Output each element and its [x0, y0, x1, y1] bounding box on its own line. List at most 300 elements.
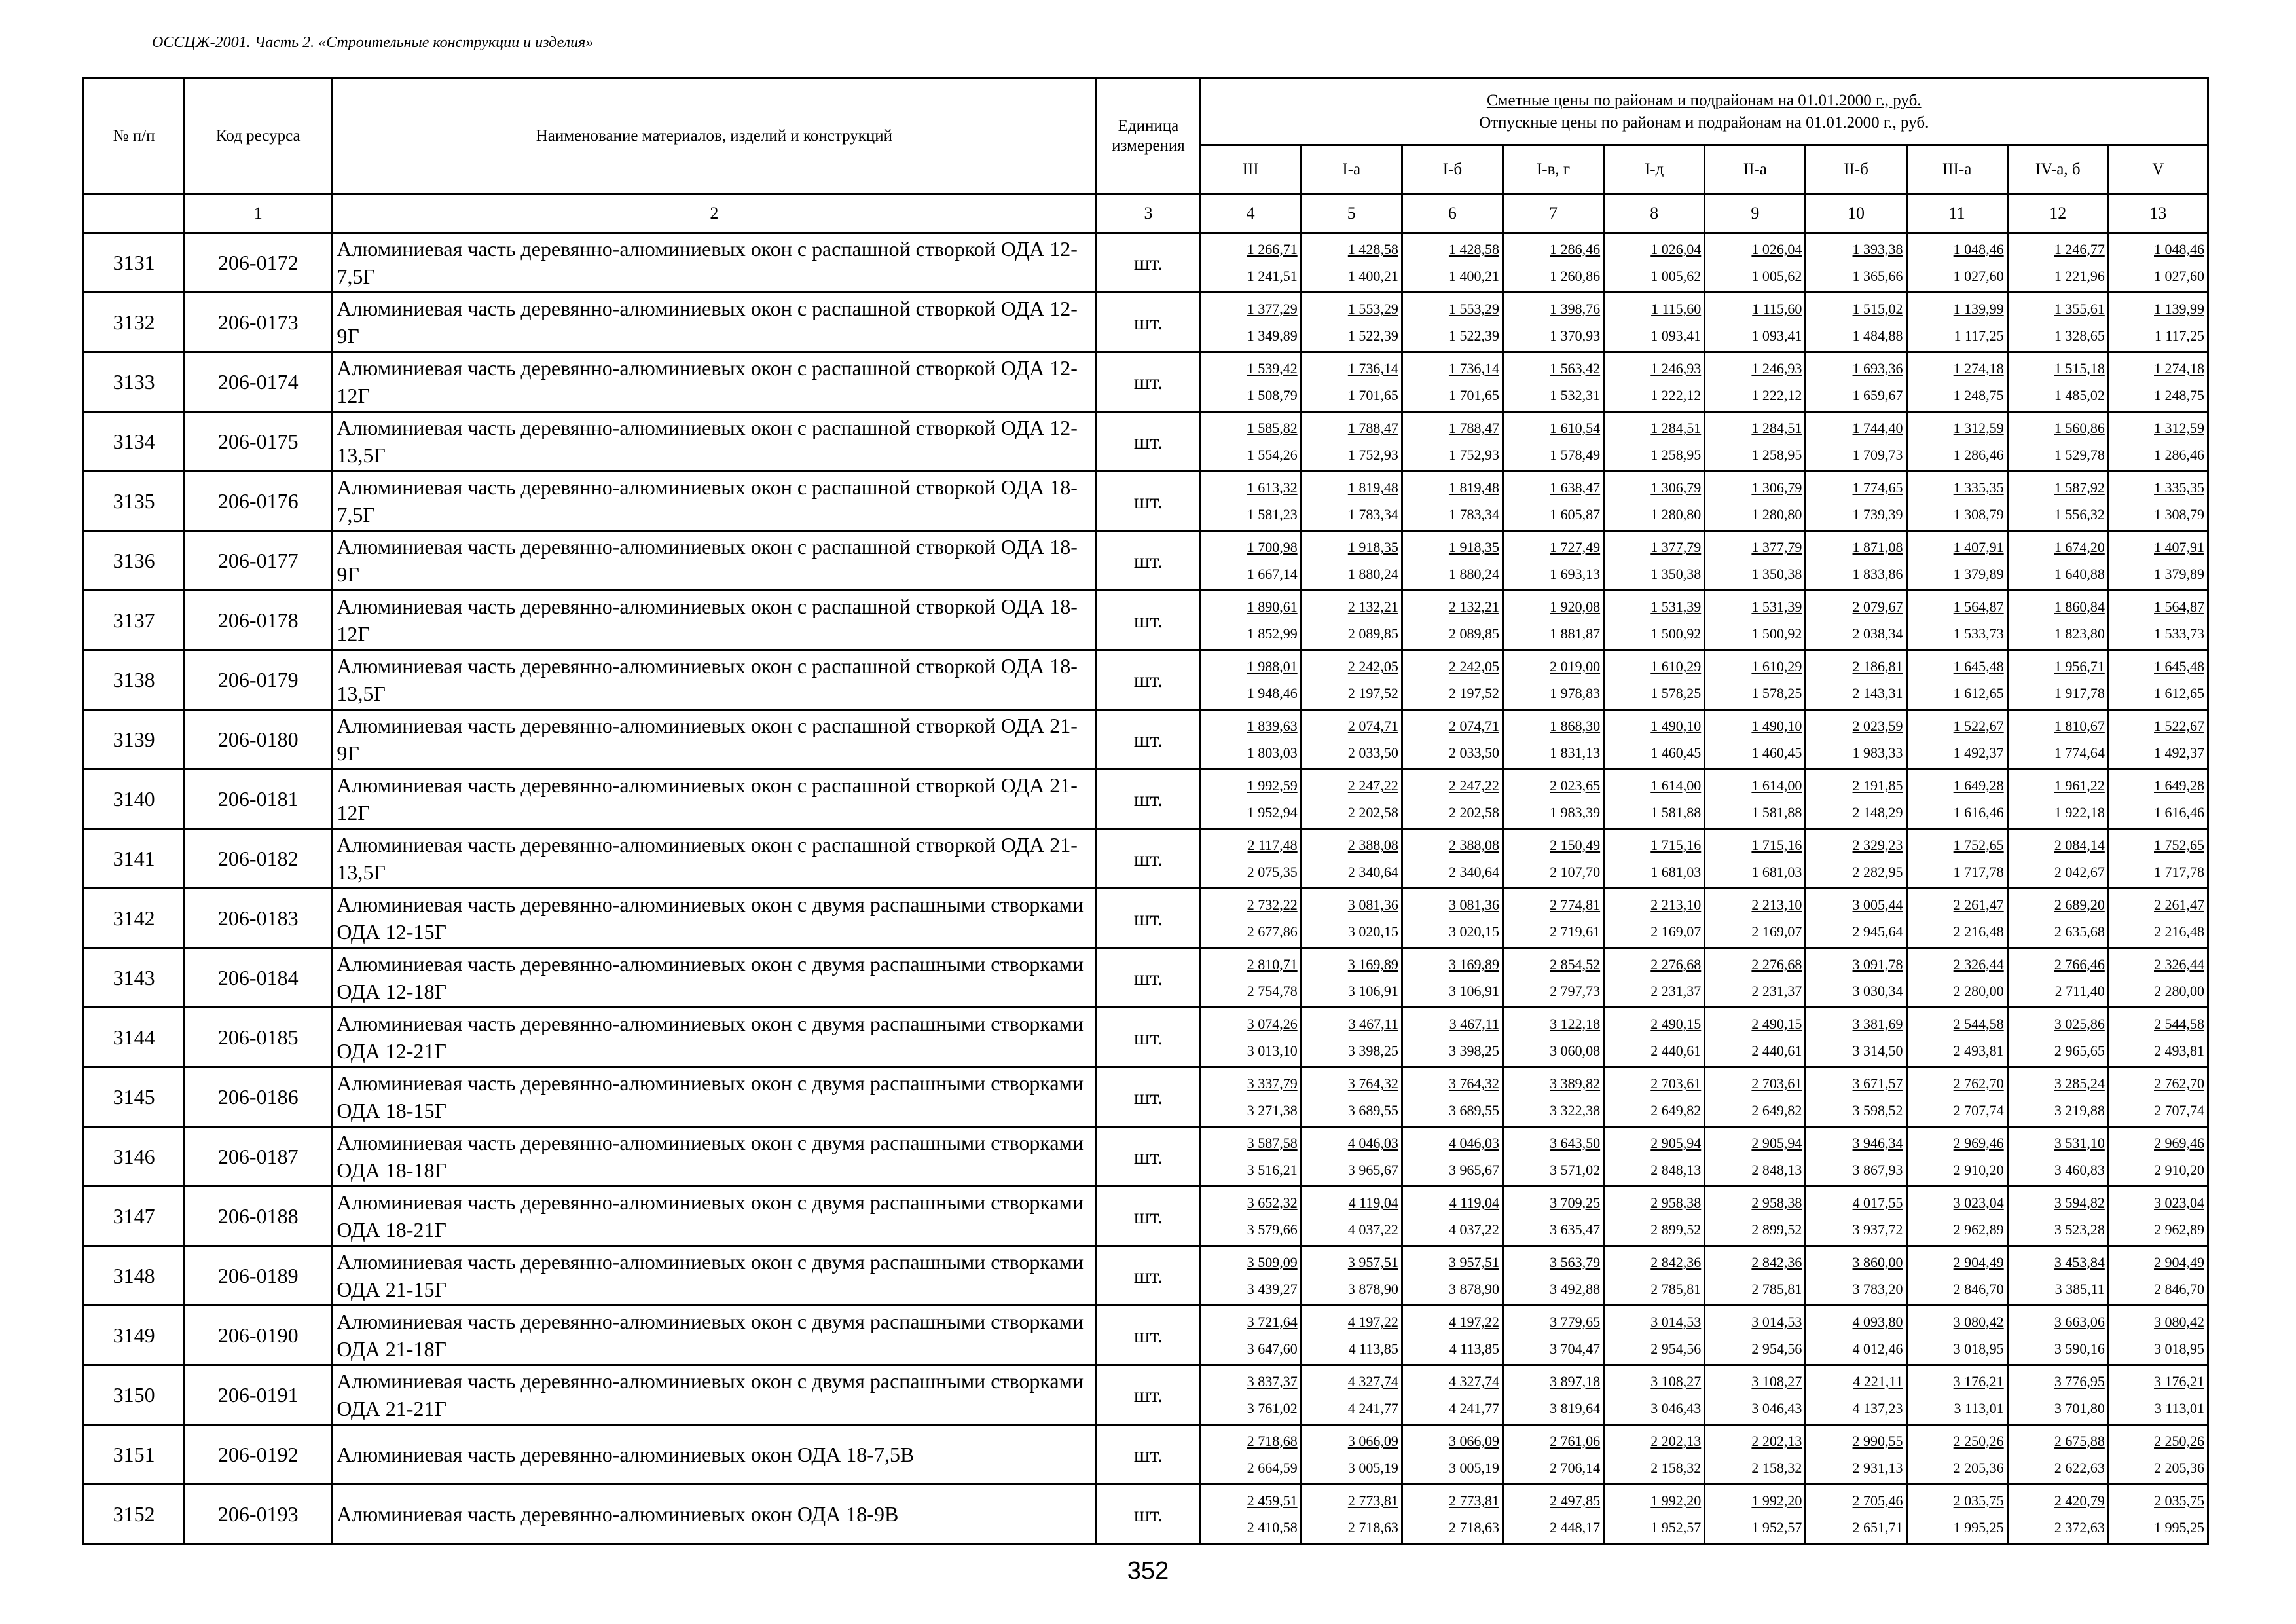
release-price: 1 852,99	[1247, 625, 1298, 642]
release-price: 1 484,88	[1852, 327, 1903, 344]
price-cell	[2007, 1425, 2108, 1485]
price-cell	[1604, 1485, 1705, 1544]
estimate-price: 1 312,59	[2154, 420, 2204, 436]
price-cell	[1503, 471, 1603, 531]
estimate-price: 3 663,06	[2054, 1314, 2105, 1330]
item-name: Алюминиевая часть деревянно-алюминиевых окон с распашной створкой ОДА 12-12Г	[332, 352, 1097, 412]
release-price: 1 350,38	[1751, 566, 1802, 582]
price-cell	[1806, 1187, 1906, 1246]
price-cell	[1200, 1485, 1301, 1544]
header-region: I-д	[1604, 145, 1705, 194]
row-number: 3150	[84, 1365, 185, 1425]
estimate-price: 3 837,37	[1247, 1373, 1298, 1390]
release-price: 2 158,32	[1751, 1460, 1802, 1476]
table-row	[84, 531, 2208, 591]
price-cell	[1906, 531, 2007, 591]
unit: шт.	[1097, 412, 1200, 471]
estimate-price: 2 969,46	[1953, 1135, 2004, 1151]
price-cell	[1705, 1187, 1806, 1246]
price-cell	[1503, 1306, 1603, 1365]
estimate-price: 1 649,28	[2154, 777, 2204, 794]
header-price-estimate: Сметные цены по районам и подрайонам на 01.01.2000 г., руб.	[1486, 91, 1922, 109]
release-price: 1 995,25	[1953, 1519, 2004, 1536]
release-price: 1 500,92	[1751, 625, 1802, 642]
item-name: Алюминиевая часть деревянно-алюминиевых окон ОДА 18-7,5В	[332, 1425, 1097, 1485]
header-num: № п/п	[84, 79, 185, 194]
release-price: 1 529,78	[2054, 447, 2105, 463]
table-row	[84, 471, 2208, 531]
release-price: 2 493,81	[2154, 1043, 2204, 1059]
price-cell	[2108, 293, 2208, 352]
release-price: 1 308,79	[1953, 506, 2004, 523]
price-cell	[1604, 1425, 1705, 1485]
price-cell	[1705, 710, 1806, 769]
estimate-price: 1 522,67	[2154, 718, 2204, 734]
price-cell	[1200, 531, 1301, 591]
estimate-price: 1 139,99	[2154, 301, 2204, 317]
row-number: 3140	[84, 769, 185, 829]
price-cell	[1503, 889, 1603, 948]
price-cell	[2108, 1067, 2208, 1127]
item-name: Алюминиевая часть деревянно-алюминиевых окон с распашной створкой ОДА 18-9Г	[332, 531, 1097, 591]
release-price: 1 783,34	[1347, 506, 1398, 523]
release-price: 2 231,37	[1650, 983, 1702, 999]
estimate-price: 1 312,59	[1953, 420, 2004, 436]
table-row	[84, 948, 2208, 1008]
release-price: 1 221,96	[2054, 268, 2105, 284]
release-price: 3 867,93	[1852, 1162, 1903, 1178]
estimate-price: 1 920,08	[1550, 599, 1601, 615]
release-price: 1 752,93	[1347, 447, 1398, 463]
estimate-price: 3 764,32	[1347, 1075, 1398, 1092]
resource-code: 206-0186	[185, 1067, 332, 1127]
price-cell	[1503, 352, 1603, 412]
release-price: 2 848,13	[1650, 1162, 1702, 1178]
release-price: 1 222,12	[1751, 387, 1802, 403]
estimate-price: 1 645,48	[1953, 658, 2004, 674]
estimate-price: 2 905,94	[1650, 1135, 1702, 1151]
estimate-price: 2 958,38	[1650, 1194, 1702, 1211]
column-number: 1	[185, 194, 332, 233]
price-cell	[1806, 293, 1906, 352]
estimate-price: 3 531,10	[2054, 1135, 2105, 1151]
header-region: I-а	[1301, 145, 1402, 194]
release-price: 3 704,47	[1550, 1340, 1601, 1357]
estimate-price: 1 377,29	[1247, 301, 1298, 317]
row-number: 3144	[84, 1008, 185, 1067]
estimate-price: 1 531,39	[1650, 599, 1702, 615]
row-number: 3147	[84, 1187, 185, 1246]
price-cell	[1906, 1246, 2007, 1306]
unit: шт.	[1097, 889, 1200, 948]
estimate-price: 2 774,81	[1550, 896, 1601, 913]
estimate-price: 3 643,50	[1550, 1135, 1601, 1151]
estimate-price: 3 671,57	[1852, 1075, 1903, 1092]
estimate-price: 1 868,30	[1550, 718, 1601, 734]
price-cell	[1301, 352, 1402, 412]
estimate-price: 1 610,54	[1550, 420, 1601, 436]
price-cell	[1806, 471, 1906, 531]
release-price: 2 719,61	[1550, 923, 1601, 940]
estimate-price: 1 956,71	[2054, 658, 2105, 674]
price-cell	[1906, 710, 2007, 769]
unit: шт.	[1097, 352, 1200, 412]
estimate-price: 2 202,13	[1751, 1433, 1802, 1449]
price-cell	[2108, 1187, 2208, 1246]
price-cell	[1200, 1187, 1301, 1246]
price-cell	[1806, 531, 1906, 591]
estimate-price: 1 560,86	[2054, 420, 2105, 436]
resource-code: 206-0185	[185, 1008, 332, 1067]
release-price: 3 878,90	[1347, 1281, 1398, 1297]
release-price: 3 492,88	[1550, 1281, 1601, 1297]
release-price: 1 833,86	[1852, 566, 1903, 582]
price-cell	[1906, 769, 2007, 829]
price-cell	[1200, 352, 1301, 412]
estimate-price: 3 014,53	[1650, 1314, 1702, 1330]
estimate-price: 1 515,18	[2054, 360, 2105, 377]
price-cell	[1906, 471, 2007, 531]
price-cell	[1604, 233, 1705, 293]
item-name: Алюминиевая часть деревянно-алюминиевых окон с двумя распашными створками ОДА 12-21Г	[332, 1008, 1097, 1067]
release-price: 1 241,51	[1247, 268, 1298, 284]
price-cell	[1301, 591, 1402, 650]
price-cell	[1301, 1127, 1402, 1187]
release-price: 1 460,45	[1751, 745, 1802, 761]
price-cell	[2108, 1485, 2208, 1544]
price-cell	[1301, 1365, 1402, 1425]
price-cell	[1402, 591, 1503, 650]
header-region: III	[1200, 145, 1301, 194]
release-price: 1 248,75	[1953, 387, 2004, 403]
release-price: 1 995,25	[2154, 1519, 2204, 1536]
column-number: 10	[1806, 194, 1906, 233]
price-cell	[1402, 233, 1503, 293]
price-cell	[1402, 531, 1503, 591]
release-price: 2 797,73	[1550, 983, 1601, 999]
price-cell	[1906, 1067, 2007, 1127]
price-cell	[1604, 531, 1705, 591]
estimate-price: 1 674,20	[2054, 539, 2105, 555]
release-price: 3 013,10	[1247, 1043, 1298, 1059]
unit: шт.	[1097, 1187, 1200, 1246]
release-price: 1 379,89	[2154, 566, 2204, 582]
price-cell	[1806, 1246, 1906, 1306]
resource-code: 206-0193	[185, 1485, 332, 1544]
release-price: 2 440,61	[1751, 1043, 1802, 1059]
price-cell	[1604, 650, 1705, 710]
price-cell	[1604, 948, 1705, 1008]
estimate-price: 1 614,00	[1650, 777, 1702, 794]
estimate-price: 1 407,91	[1953, 539, 2004, 555]
item-name: Алюминиевая часть деревянно-алюминиевых окон с распашной створкой ОДА 12-9Г	[332, 293, 1097, 352]
price-cell	[1200, 1306, 1301, 1365]
estimate-price: 1 564,87	[2154, 599, 2204, 615]
price-cell	[2108, 650, 2208, 710]
table-row	[84, 293, 2208, 352]
price-cell	[1402, 352, 1503, 412]
estimate-price: 1 355,61	[2054, 301, 2105, 317]
estimate-price: 2 689,20	[2054, 896, 2105, 913]
estimate-price: 2 773,81	[1347, 1492, 1398, 1509]
estimate-price: 3 779,65	[1550, 1314, 1601, 1330]
release-price: 2 954,56	[1650, 1340, 1702, 1357]
price-cell	[1705, 1365, 1806, 1425]
price-cell	[1402, 1127, 1503, 1187]
release-price: 1 522,39	[1347, 327, 1398, 344]
release-price: 3 590,16	[2054, 1340, 2105, 1357]
estimate-price: 1 693,36	[1852, 360, 1903, 377]
estimate-price: 3 563,79	[1550, 1254, 1601, 1270]
estimate-price: 1 918,35	[1448, 539, 1499, 555]
price-cell	[1906, 829, 2007, 889]
release-price: 1 578,25	[1751, 685, 1802, 701]
release-price: 2 033,50	[1448, 745, 1499, 761]
estimate-price: 1 266,71	[1247, 241, 1298, 257]
release-price: 1 286,46	[1953, 447, 2004, 463]
release-price: 2 042,67	[2054, 864, 2105, 880]
estimate-price: 1 860,84	[2054, 599, 2105, 615]
resource-code: 206-0189	[185, 1246, 332, 1306]
release-price: 1 693,13	[1550, 566, 1601, 582]
price-cell	[2007, 1187, 2108, 1246]
table-row	[84, 650, 2208, 710]
release-price: 2 718,63	[1448, 1519, 1499, 1536]
price-cell	[1402, 1067, 1503, 1127]
release-price: 1 803,03	[1247, 745, 1298, 761]
release-price: 2 440,61	[1650, 1043, 1702, 1059]
estimate-price: 1 515,02	[1852, 301, 1903, 317]
release-price: 3 689,55	[1448, 1102, 1499, 1118]
price-cell	[2007, 352, 2108, 412]
price-cell	[1604, 293, 1705, 352]
estimate-price: 2 261,47	[2154, 896, 2204, 913]
price-cell	[2108, 710, 2208, 769]
release-price: 3 046,43	[1751, 1400, 1802, 1416]
price-cell	[2007, 1365, 2108, 1425]
price-cell	[2108, 352, 2208, 412]
release-price: 1 783,34	[1448, 506, 1499, 523]
release-price: 4 012,46	[1852, 1340, 1903, 1357]
release-price: 1 952,57	[1751, 1519, 1802, 1536]
estimate-price: 2 459,51	[1247, 1492, 1298, 1509]
release-price: 3 439,27	[1247, 1281, 1298, 1297]
row-number: 3134	[84, 412, 185, 471]
price-cell	[1705, 1067, 1806, 1127]
release-price: 1 983,39	[1550, 804, 1601, 821]
resource-code: 206-0192	[185, 1425, 332, 1485]
price-cell	[1705, 412, 1806, 471]
row-number: 3133	[84, 352, 185, 412]
estimate-price: 4 221,11	[1853, 1373, 1903, 1390]
release-price: 1 581,88	[1650, 804, 1702, 821]
document-header: ОССЦЖ-2001. Часть 2. «Строительные конструкции и изделия»	[152, 34, 594, 51]
price-cell	[1604, 1246, 1705, 1306]
price-cell	[1301, 1425, 1402, 1485]
unit: шт.	[1097, 1425, 1200, 1485]
price-cell	[2007, 829, 2108, 889]
release-price: 3 571,02	[1550, 1162, 1601, 1178]
price-cell	[1705, 1127, 1806, 1187]
estimate-price: 1 286,46	[1550, 241, 1601, 257]
release-price: 1 093,41	[1751, 327, 1802, 344]
release-price: 1 533,73	[1953, 625, 2004, 642]
estimate-price: 1 398,76	[1550, 301, 1601, 317]
price-cell	[1604, 1306, 1705, 1365]
unit: шт.	[1097, 650, 1200, 710]
estimate-price: 2 842,36	[1650, 1254, 1702, 1270]
release-price: 4 037,22	[1448, 1221, 1499, 1238]
price-cell	[1604, 1365, 1705, 1425]
estimate-price: 2 675,88	[2054, 1433, 2105, 1449]
price-cell	[2108, 948, 2208, 1008]
release-price: 3 398,25	[1448, 1043, 1499, 1059]
estimate-price: 3 169,89	[1347, 956, 1398, 972]
estimate-price: 3 860,00	[1852, 1254, 1903, 1270]
release-price: 3 385,11	[2054, 1281, 2105, 1297]
estimate-price: 2 191,85	[1852, 777, 1903, 794]
release-price: 1 612,65	[1953, 685, 2004, 701]
estimate-price: 3 453,84	[2054, 1254, 2105, 1270]
release-price: 4 137,23	[1852, 1400, 1903, 1416]
release-price: 2 372,63	[2054, 1519, 2105, 1536]
release-price: 2 197,52	[1347, 685, 1398, 701]
table-row	[84, 829, 2208, 889]
estimate-price: 4 119,04	[1449, 1194, 1499, 1211]
row-number: 3152	[84, 1485, 185, 1544]
estimate-price: 2 904,49	[2154, 1254, 2204, 1270]
column-number: 3	[1097, 194, 1200, 233]
estimate-price: 4 327,74	[1448, 1373, 1499, 1390]
resource-code: 206-0181	[185, 769, 332, 829]
release-price: 3 060,08	[1550, 1043, 1601, 1059]
release-price: 2 649,82	[1751, 1102, 1802, 1118]
price-cell	[1301, 531, 1402, 591]
release-price: 1 774,64	[2054, 745, 2105, 761]
release-price: 1 948,46	[1247, 685, 1298, 701]
price-cell	[2108, 1127, 2208, 1187]
estimate-price: 2 213,10	[1751, 896, 1802, 913]
estimate-price: 2 773,81	[1448, 1492, 1499, 1509]
price-cell	[1503, 1008, 1603, 1067]
release-price: 1 286,46	[2154, 447, 2204, 463]
price-cell	[1906, 1365, 2007, 1425]
release-price: 1 681,03	[1751, 864, 1802, 880]
price-cell	[2108, 1246, 2208, 1306]
estimate-price: 1 115,60	[1752, 301, 1802, 317]
estimate-price: 2 150,49	[1550, 837, 1601, 853]
estimate-price: 2 703,61	[1751, 1075, 1802, 1092]
estimate-price: 1 819,48	[1448, 479, 1499, 496]
price-cell	[1402, 293, 1503, 352]
release-price: 1 370,93	[1550, 327, 1601, 344]
estimate-price: 2 132,21	[1347, 599, 1398, 615]
estimate-price: 1 700,98	[1247, 539, 1298, 555]
release-price: 1 500,92	[1650, 625, 1702, 642]
estimate-price: 3 776,95	[2054, 1373, 2105, 1390]
price-cell	[1402, 1008, 1503, 1067]
price-cell	[1200, 1365, 1301, 1425]
estimate-price: 1 871,08	[1852, 539, 1903, 555]
price-cell	[1200, 710, 1301, 769]
resource-code: 206-0178	[185, 591, 332, 650]
table-row	[84, 1008, 2208, 1067]
price-cell	[1402, 412, 1503, 471]
estimate-price: 1 274,18	[2154, 360, 2204, 377]
release-price: 1 222,12	[1650, 387, 1702, 403]
item-name: Алюминиевая часть деревянно-алюминиевых окон с распашной створкой ОДА 18-13,5Г	[332, 650, 1097, 710]
price-cell	[1806, 591, 1906, 650]
resource-code: 206-0179	[185, 650, 332, 710]
estimate-price: 1 553,29	[1347, 301, 1398, 317]
price-cell	[2108, 531, 2208, 591]
column-number: 12	[2007, 194, 2108, 233]
release-price: 1 922,18	[2054, 804, 2105, 821]
estimate-price: 3 025,86	[2054, 1016, 2105, 1032]
price-cell	[1200, 1067, 1301, 1127]
release-price: 1 701,65	[1347, 387, 1398, 403]
estimate-price: 3 005,44	[1852, 896, 1903, 913]
release-price: 3 113,01	[1954, 1400, 2004, 1416]
release-price: 2 707,74	[1953, 1102, 2004, 1118]
item-name: Алюминиевая часть деревянно-алюминиевых окон с двумя распашными створками ОДА 21-21Г	[332, 1365, 1097, 1425]
estimate-price: 3 080,42	[1953, 1314, 2004, 1330]
estimate-price: 2 705,46	[1852, 1492, 1903, 1509]
release-price: 3 106,91	[1347, 983, 1398, 999]
price-cell	[1200, 889, 1301, 948]
price-cell	[1705, 948, 1806, 1008]
price-cell	[1604, 591, 1705, 650]
price-cell	[1503, 591, 1603, 650]
release-price: 1 258,95	[1751, 447, 1802, 463]
header-region: II-б	[1806, 145, 1906, 194]
release-price: 2 931,13	[1852, 1460, 1903, 1476]
release-price: 3 701,80	[2054, 1400, 2105, 1416]
estimate-price: 1 715,16	[1650, 837, 1702, 853]
price-cell	[2108, 889, 2208, 948]
resource-code: 206-0172	[185, 233, 332, 293]
estimate-price: 2 958,38	[1751, 1194, 1802, 1211]
release-price: 2 649,82	[1650, 1102, 1702, 1118]
estimate-price: 2 186,81	[1852, 658, 1903, 674]
release-price: 3 018,95	[2154, 1340, 2204, 1357]
table-row	[84, 1067, 2208, 1127]
price-cell	[1906, 293, 2007, 352]
price-cell	[2108, 412, 2208, 471]
price-cell	[1705, 1246, 1806, 1306]
release-price: 2 707,74	[2154, 1102, 2204, 1118]
release-price: 1 508,79	[1247, 387, 1298, 403]
price-cell	[1806, 829, 1906, 889]
price-cell	[2108, 233, 2208, 293]
price-cell	[1503, 1246, 1603, 1306]
price-cell	[1705, 829, 1806, 889]
price-cell	[1906, 352, 2007, 412]
resource-code: 206-0176	[185, 471, 332, 531]
estimate-price: 1 531,39	[1751, 599, 1802, 615]
estimate-price: 1 614,00	[1751, 777, 1802, 794]
price-cell	[1301, 769, 1402, 829]
release-price: 2 202,58	[1347, 804, 1398, 821]
release-price: 1 117,25	[1954, 327, 2004, 344]
release-price: 2 202,58	[1448, 804, 1499, 821]
release-price: 1 260,86	[1550, 268, 1601, 284]
release-price: 3 113,01	[2154, 1400, 2204, 1416]
price-cell	[1906, 233, 2007, 293]
release-price: 1 280,80	[1751, 506, 1802, 523]
price-cell	[1200, 948, 1301, 1008]
price-cell	[1301, 293, 1402, 352]
